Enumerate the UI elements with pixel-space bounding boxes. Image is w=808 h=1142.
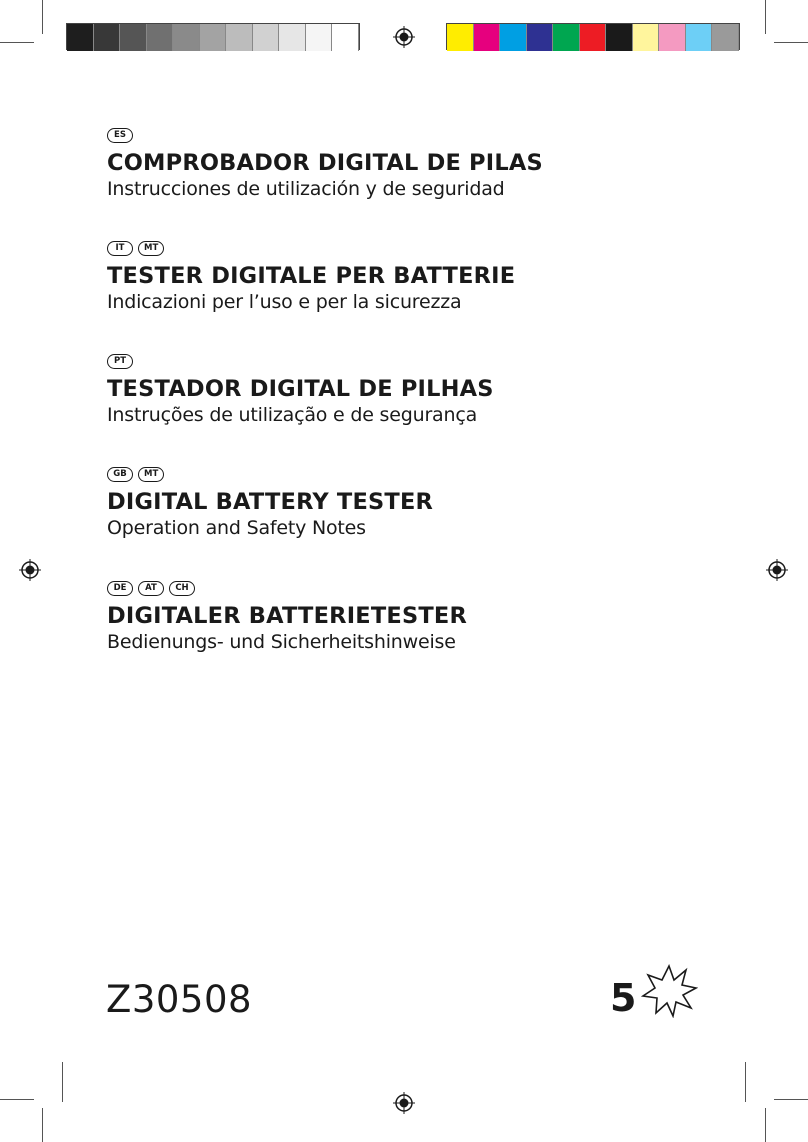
section-subtitle: Instrucciones de utilización y de seguridad: [107, 178, 505, 200]
color-swatch: [580, 24, 607, 51]
language-badge: CH: [169, 581, 195, 596]
gray-swatch: [147, 24, 174, 51]
language-badge: ES: [107, 128, 133, 143]
crop-mark: [42, 1108, 43, 1142]
language-badge: MT: [138, 241, 164, 256]
crop-mark: [765, 1108, 766, 1142]
gray-swatch: [67, 24, 94, 51]
page-number: 5: [610, 976, 637, 1020]
color-swatch: [474, 24, 501, 51]
section-title: COMPROBADOR DIGITAL DE PILAS: [107, 150, 543, 176]
crop-mark: [774, 1099, 808, 1100]
gray-swatch: [279, 24, 306, 51]
registration-mark-icon: [19, 559, 41, 581]
gray-swatch: [94, 24, 121, 51]
language-section-gb: [107, 467, 433, 540]
crop-mark: [774, 42, 808, 43]
grayscale-bar: [66, 23, 360, 50]
crop-mark: [745, 1062, 746, 1102]
gray-swatch: [120, 24, 147, 51]
language-section-de: [107, 581, 467, 654]
section-subtitle: Operation and Safety Notes: [107, 517, 366, 539]
color-swatch: [659, 24, 686, 51]
color-swatch: [686, 24, 713, 51]
section-title: TESTER DIGITALE PER BATTERIE: [107, 263, 516, 289]
color-bar: [446, 23, 740, 50]
language-badge: PT: [107, 354, 133, 369]
color-swatch: [606, 24, 633, 51]
section-title: DIGITAL BATTERY TESTER: [107, 489, 434, 515]
registration-mark-icon: [766, 559, 788, 581]
section-title: DIGITALER BATTERIETESTER: [107, 603, 467, 629]
crop-mark: [0, 1099, 34, 1100]
color-swatch: [447, 24, 474, 51]
color-swatch: [527, 24, 554, 51]
language-badge: GB: [107, 467, 133, 482]
color-swatch: [553, 24, 580, 51]
registration-mark-icon: [393, 26, 415, 48]
language-badge: AT: [138, 581, 164, 596]
language-section-es: [107, 128, 543, 201]
language-badge: MT: [138, 467, 164, 482]
gray-swatch: [226, 24, 253, 51]
language-badges: [107, 354, 494, 369]
crop-mark: [765, 0, 766, 34]
section-title: TESTADOR DIGITAL DE PILHAS: [107, 376, 494, 402]
crop-mark: [0, 42, 34, 43]
language-badge: IT: [107, 241, 133, 256]
language-badges: [107, 128, 543, 143]
language-badges: [107, 581, 467, 596]
gray-swatch: [306, 24, 333, 51]
language-badge: DE: [107, 581, 133, 596]
gray-swatch: [253, 24, 280, 51]
section-subtitle: Indicazioni per l’uso e per la sicurezza: [107, 291, 462, 313]
gray-swatch: [332, 24, 359, 51]
language-section-it: [107, 241, 515, 314]
language-section-pt: [107, 354, 494, 427]
section-subtitle: Instruções de utilização e de segurança: [107, 404, 478, 426]
language-badges: [107, 467, 433, 482]
gray-swatch: [173, 24, 200, 51]
star-outline-icon: [640, 964, 698, 1018]
crop-mark: [62, 1062, 63, 1102]
model-number: Z30508: [106, 978, 253, 1021]
section-subtitle: Bedienungs- und Sicherheitshinweise: [107, 631, 456, 653]
gray-swatch: [200, 24, 227, 51]
crop-mark: [42, 0, 43, 34]
registration-mark-icon: [393, 1092, 415, 1114]
color-swatch: [500, 24, 527, 51]
color-swatch: [712, 24, 739, 51]
language-badges: [107, 241, 515, 256]
color-swatch: [633, 24, 660, 51]
